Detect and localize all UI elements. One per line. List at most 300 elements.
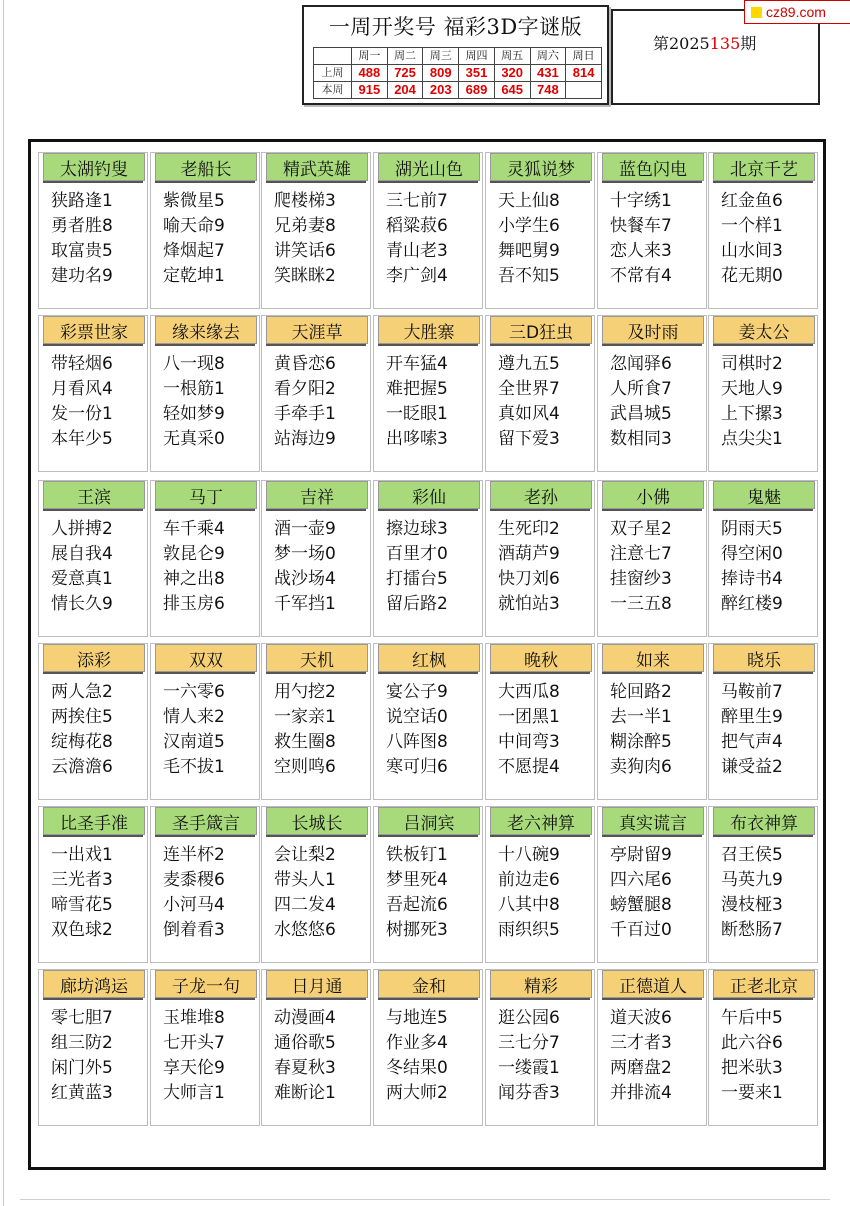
puzzle-grid-frame	[28, 139, 826, 1170]
puzzle-line: 倒着看3	[163, 920, 225, 940]
puzzle-card	[261, 152, 371, 309]
puzzle-card-title: 老六神算	[490, 807, 592, 835]
puzzle-line: 情长久9	[51, 594, 113, 614]
puzzle-line: 人所食7	[610, 379, 672, 399]
weekly-draw-panel	[302, 5, 609, 105]
puzzle-card	[373, 806, 483, 963]
puzzle-line: 召王侯5	[721, 845, 783, 865]
issue-number: 135	[709, 34, 741, 53]
puzzle-line-list	[498, 189, 592, 289]
puzzle-card	[38, 315, 148, 472]
puzzle-card	[38, 969, 148, 1126]
puzzle-card-title: 晓乐	[713, 644, 815, 672]
puzzle-card	[150, 480, 260, 637]
puzzle-line: 去一半1	[610, 707, 672, 727]
puzzle-card-title: 北京千艺	[713, 153, 815, 181]
puzzle-card-divider	[602, 509, 702, 511]
puzzle-line: 一团黑1	[498, 707, 560, 727]
puzzle-line: 十八碗9	[498, 845, 560, 865]
puzzle-card-title: 吕洞宾	[378, 807, 480, 835]
puzzle-line: 冬结果0	[386, 1058, 448, 1078]
puzzle-line-list	[51, 680, 145, 780]
puzzle-card-title: 添彩	[43, 644, 145, 672]
puzzle-line: 取富贵5	[51, 241, 113, 261]
puzzle-line-list	[386, 517, 480, 617]
puzzle-line: 前边走6	[498, 870, 560, 890]
puzzle-line: 啼雪花5	[51, 895, 113, 915]
puzzle-line: 一个样1	[721, 216, 783, 236]
puzzle-line: 糊涂醉5	[610, 732, 672, 752]
puzzle-card-title: 长城长	[266, 807, 368, 835]
puzzle-card	[597, 806, 707, 963]
puzzle-line: 寒可归6	[386, 757, 448, 777]
puzzle-card-title: 真实谎言	[602, 807, 704, 835]
puzzle-line-list	[610, 843, 704, 943]
puzzle-line-list	[163, 352, 257, 452]
puzzle-line: 闻芬香3	[498, 1083, 560, 1103]
draw-number: 203	[423, 82, 459, 99]
puzzle-card-divider	[266, 672, 366, 674]
puzzle-line-list	[163, 843, 257, 943]
puzzle-line: 留后路2	[386, 594, 448, 614]
puzzle-card-divider	[155, 672, 255, 674]
puzzle-card	[150, 643, 260, 800]
puzzle-line: 舞吧舅9	[498, 241, 560, 261]
draw-number: 748	[530, 82, 566, 99]
puzzle-line: 阴雨天5	[721, 519, 783, 539]
puzzle-line: 八阵图8	[386, 732, 448, 752]
puzzle-line: 难把握5	[386, 379, 448, 399]
puzzle-line-list	[721, 352, 815, 452]
puzzle-line: 玉堆堆8	[163, 1008, 225, 1028]
puzzle-line: 带头人1	[274, 870, 336, 890]
puzzle-line-list	[274, 1006, 368, 1106]
puzzle-line: 爬楼梯3	[274, 191, 336, 211]
row-label: 本周	[314, 82, 352, 99]
puzzle-line: 一根筋1	[163, 379, 225, 399]
puzzle-line: 会让梨2	[274, 845, 336, 865]
puzzle-card-divider	[155, 835, 255, 837]
puzzle-card	[373, 315, 483, 472]
puzzle-card-divider	[378, 509, 478, 511]
puzzle-card-title: 比圣手准	[43, 807, 145, 835]
puzzle-line: 勇者胜8	[51, 216, 113, 236]
puzzle-card	[708, 643, 818, 800]
puzzle-line: 麦黍稷6	[163, 870, 225, 890]
puzzle-line: 三才者3	[610, 1033, 672, 1053]
puzzle-line: 通俗歌5	[274, 1033, 336, 1053]
puzzle-card-divider	[713, 181, 813, 183]
puzzle-line: 千百过0	[610, 920, 672, 940]
puzzle-card-divider	[602, 344, 702, 346]
puzzle-line-list	[721, 517, 815, 617]
puzzle-line-list	[386, 1006, 480, 1106]
puzzle-line-list	[51, 843, 145, 943]
puzzle-card-divider	[490, 181, 590, 183]
puzzle-card	[485, 315, 595, 472]
puzzle-line: 敦昆仑9	[163, 544, 225, 564]
draw-number: 488	[352, 65, 388, 82]
puzzle-line: 青山老3	[386, 241, 448, 261]
puzzle-line: 救生圈8	[274, 732, 336, 752]
puzzle-line-list	[274, 843, 368, 943]
logo-text: cz89.com	[766, 4, 826, 20]
puzzle-card-title: 精武英雄	[266, 153, 368, 181]
puzzle-card-title: 日月通	[266, 970, 368, 998]
puzzle-card-divider	[602, 181, 702, 183]
puzzle-line: 站海边9	[274, 429, 336, 449]
puzzle-line: 汉南道5	[163, 732, 225, 752]
issue-label	[653, 31, 756, 54]
last-week-row	[314, 65, 602, 82]
page-bottom-rule	[20, 1199, 830, 1200]
puzzle-line: 无真采0	[163, 429, 225, 449]
puzzle-line-list	[721, 843, 815, 943]
puzzle-card-divider	[490, 509, 590, 511]
puzzle-line-list	[51, 352, 145, 452]
puzzle-line-list	[51, 189, 145, 289]
puzzle-line: 酒葫芦9	[498, 544, 560, 564]
puzzle-card-title: 太湖钓叟	[43, 153, 145, 181]
puzzle-line: 螃蟹腿8	[610, 895, 672, 915]
puzzle-line: 铁板钉1	[386, 845, 448, 865]
puzzle-line: 云澹澹6	[51, 757, 113, 777]
puzzle-card-title: 姜太公	[713, 316, 815, 344]
puzzle-line: 建功名9	[51, 266, 113, 286]
puzzle-line-list	[498, 680, 592, 780]
puzzle-line: 零七胆7	[51, 1008, 113, 1028]
puzzle-card	[261, 315, 371, 472]
puzzle-line: 三七前7	[386, 191, 448, 211]
draw-number: 431	[530, 65, 566, 82]
puzzle-line: 快餐车7	[610, 216, 672, 236]
puzzle-line: 四二发4	[274, 895, 336, 915]
puzzle-card-divider	[155, 509, 255, 511]
puzzle-line: 午后中5	[721, 1008, 783, 1028]
puzzle-card-title: 大胜寨	[378, 316, 480, 344]
puzzle-line: 组三防2	[51, 1033, 113, 1053]
puzzle-card-title: 灵狐说梦	[490, 153, 592, 181]
puzzle-card-divider	[155, 344, 255, 346]
puzzle-line-list	[163, 517, 257, 617]
puzzle-line: 与地连5	[386, 1008, 448, 1028]
puzzle-line: 兄弟妻8	[274, 216, 336, 236]
puzzle-line: 排玉房6	[163, 594, 225, 614]
puzzle-line: 全世界7	[498, 379, 560, 399]
puzzle-card-title: 彩票世家	[43, 316, 145, 344]
puzzle-card	[708, 480, 818, 637]
puzzle-card-divider	[713, 672, 813, 674]
puzzle-line: 发一份1	[51, 404, 113, 424]
puzzle-line: 遵九五5	[498, 354, 560, 374]
puzzle-card-title: 鬼魅	[713, 481, 815, 509]
puzzle-line: 一三五8	[610, 594, 672, 614]
puzzle-line: 两磨盘2	[610, 1058, 672, 1078]
puzzle-card-divider	[490, 672, 590, 674]
puzzle-line: 出哆嗦3	[386, 429, 448, 449]
puzzle-line: 卖狗肉6	[610, 757, 672, 777]
draw-table	[313, 47, 602, 99]
puzzle-line: 用勺挖2	[274, 682, 336, 702]
draw-number: 809	[423, 65, 459, 82]
issue-prefix: 第2025	[653, 34, 710, 53]
puzzle-card	[373, 969, 483, 1126]
puzzle-line: 闲门外5	[51, 1058, 113, 1078]
puzzle-line: 轻如梦9	[163, 404, 225, 424]
puzzle-card	[597, 480, 707, 637]
puzzle-line: 两大师2	[386, 1083, 448, 1103]
puzzle-line: 十字绣1	[610, 191, 672, 211]
puzzle-line: 月看风4	[51, 379, 113, 399]
puzzle-line: 红金鱼6	[721, 191, 783, 211]
puzzle-line: 讲笑话6	[274, 241, 336, 261]
puzzle-card	[373, 643, 483, 800]
puzzle-line: 笑眯眯2	[274, 266, 336, 286]
puzzle-card-title: 如来	[602, 644, 704, 672]
puzzle-line-list	[610, 517, 704, 617]
puzzle-line: 难断论1	[274, 1083, 336, 1103]
puzzle-line: 说空话0	[386, 707, 448, 727]
puzzle-line-list	[51, 517, 145, 617]
draw-number: 204	[387, 82, 423, 99]
puzzle-line-list	[610, 189, 704, 289]
puzzle-card-divider	[490, 998, 590, 1000]
draw-number: 351	[459, 65, 495, 82]
draw-table-header-row	[314, 48, 602, 65]
puzzle-line: 开车猛4	[386, 354, 448, 374]
puzzle-card	[150, 315, 260, 472]
puzzle-line-list	[274, 352, 368, 452]
puzzle-line: 宴公子9	[386, 682, 448, 702]
puzzle-line: 千军挡1	[274, 594, 336, 614]
puzzle-line: 空则鸣6	[274, 757, 336, 777]
puzzle-line: 八一现8	[163, 354, 225, 374]
puzzle-card-title: 子龙一句	[155, 970, 257, 998]
puzzle-line: 连半杯2	[163, 845, 225, 865]
puzzle-line: 烽烟起7	[163, 241, 225, 261]
puzzle-line-list	[610, 1006, 704, 1106]
puzzle-line: 情人来2	[163, 707, 225, 727]
puzzle-line: 本年少5	[51, 429, 113, 449]
puzzle-line: 吾不知5	[498, 266, 560, 286]
puzzle-line: 漫枝桠3	[721, 895, 783, 915]
puzzle-card-title: 吉祥	[266, 481, 368, 509]
puzzle-line: 把气声4	[721, 732, 783, 752]
puzzle-card-divider	[713, 344, 813, 346]
puzzle-card-divider	[490, 344, 590, 346]
puzzle-card	[597, 643, 707, 800]
puzzle-card-title: 彩仙	[378, 481, 480, 509]
puzzle-card-divider	[713, 835, 813, 837]
puzzle-line: 吾起流6	[386, 895, 448, 915]
puzzle-line: 逛公园6	[498, 1008, 560, 1028]
puzzle-line-list	[721, 1006, 815, 1106]
puzzle-line: 挂窗纱3	[610, 569, 672, 589]
puzzle-card-divider	[266, 509, 366, 511]
puzzle-card	[708, 315, 818, 472]
puzzle-line: 并排流4	[610, 1083, 672, 1103]
puzzle-card-title: 晚秋	[490, 644, 592, 672]
puzzle-card	[708, 152, 818, 309]
puzzle-card-divider	[266, 998, 366, 1000]
puzzle-line: 树挪死3	[386, 920, 448, 940]
puzzle-line: 马鞍前7	[721, 682, 783, 702]
puzzle-line: 得空闲0	[721, 544, 783, 564]
puzzle-line: 注意七7	[610, 544, 672, 564]
puzzle-card-divider	[43, 672, 143, 674]
puzzle-line-list	[498, 1006, 592, 1106]
puzzle-card-title: 圣手箴言	[155, 807, 257, 835]
puzzle-card-divider	[378, 672, 478, 674]
puzzle-line: 看夕阳2	[274, 379, 336, 399]
corner-cell	[314, 48, 352, 65]
this-week-row	[314, 82, 602, 99]
puzzle-card	[38, 480, 148, 637]
day-header: 周三	[423, 48, 459, 65]
puzzle-line: 一六零6	[163, 682, 225, 702]
puzzle-line: 小河马4	[163, 895, 225, 915]
puzzle-card-divider	[378, 835, 478, 837]
puzzle-line: 武昌城5	[610, 404, 672, 424]
puzzle-line-list	[163, 1006, 257, 1106]
puzzle-line: 大西瓜8	[498, 682, 560, 702]
puzzle-line: 生死印2	[498, 519, 560, 539]
puzzle-line: 捧诗书4	[721, 569, 783, 589]
puzzle-line-list	[163, 680, 257, 780]
puzzle-line: 李广剑4	[386, 266, 448, 286]
puzzle-line: 天上仙8	[498, 191, 560, 211]
puzzle-line: 四六尾6	[610, 870, 672, 890]
puzzle-line: 山水间3	[721, 241, 783, 261]
puzzle-line: 此六谷6	[721, 1033, 783, 1053]
puzzle-card-divider	[602, 835, 702, 837]
issue-suffix: 期	[740, 34, 757, 53]
puzzle-line: 上下摞3	[721, 404, 783, 424]
puzzle-card-divider	[378, 998, 478, 1000]
puzzle-line: 醉里生9	[721, 707, 783, 727]
page-title: 一周开奖号 福彩3D字谜版	[328, 15, 583, 39]
puzzle-line: 手牵手1	[274, 404, 336, 424]
puzzle-line: 爱意真1	[51, 569, 113, 589]
puzzle-line: 一家亲1	[274, 707, 336, 727]
puzzle-line: 紫微星5	[163, 191, 225, 211]
puzzle-line: 战沙场4	[274, 569, 336, 589]
puzzle-line: 梦里死4	[386, 870, 448, 890]
puzzle-line: 春夏秋3	[274, 1058, 336, 1078]
puzzle-card-title: 正德道人	[602, 970, 704, 998]
puzzle-line: 留下爱3	[498, 429, 560, 449]
puzzle-card-divider	[713, 509, 813, 511]
puzzle-card-title: 三D狂虫	[490, 316, 592, 344]
puzzle-card	[708, 969, 818, 1126]
puzzle-line-list	[721, 189, 815, 289]
puzzle-line: 恋人来3	[610, 241, 672, 261]
puzzle-card-title: 红枫	[378, 644, 480, 672]
puzzle-line: 双子星2	[610, 519, 672, 539]
puzzle-card	[485, 969, 595, 1126]
puzzle-card	[485, 806, 595, 963]
draw-number: 689	[459, 82, 495, 99]
puzzle-line-list	[386, 189, 480, 289]
puzzle-line: 道天波6	[610, 1008, 672, 1028]
puzzle-card-divider	[490, 835, 590, 837]
puzzle-card-title: 老船长	[155, 153, 257, 181]
puzzle-line-list	[721, 680, 815, 780]
puzzle-card-divider	[43, 835, 143, 837]
puzzle-line: 数相同3	[610, 429, 672, 449]
puzzle-card-title: 湖光山色	[378, 153, 480, 181]
puzzle-line-list	[386, 843, 480, 943]
site-logo[interactable]	[744, 0, 850, 24]
puzzle-line: 一出戏1	[51, 845, 113, 865]
puzzle-line: 两人急2	[51, 682, 113, 702]
puzzle-card-divider	[378, 181, 478, 183]
puzzle-line: 作业多4	[386, 1033, 448, 1053]
puzzle-card-divider	[43, 344, 143, 346]
puzzle-line: 不愿提4	[498, 757, 560, 777]
puzzle-card-divider	[378, 344, 478, 346]
puzzle-line: 毛不拔1	[163, 757, 225, 777]
puzzle-line: 三七分7	[498, 1033, 560, 1053]
puzzle-card	[150, 152, 260, 309]
puzzle-line: 忽闻驿6	[610, 354, 672, 374]
puzzle-line: 双色球2	[51, 920, 113, 940]
puzzle-card	[373, 152, 483, 309]
puzzle-line: 醉红楼9	[721, 594, 783, 614]
puzzle-card-divider	[602, 998, 702, 1000]
puzzle-card-divider	[602, 672, 702, 674]
puzzle-line: 大师言1	[163, 1083, 225, 1103]
puzzle-line: 司棋时2	[721, 354, 783, 374]
puzzle-card-title: 小佛	[602, 481, 704, 509]
logo-square-icon	[751, 7, 762, 18]
puzzle-line: 两挨住5	[51, 707, 113, 727]
puzzle-line: 绽梅花8	[51, 732, 113, 752]
draw-number: 915	[352, 82, 388, 99]
puzzle-card	[261, 480, 371, 637]
day-header: 周一	[352, 48, 388, 65]
puzzle-card-title: 精彩	[490, 970, 592, 998]
puzzle-card-title: 蓝色闪电	[602, 153, 704, 181]
puzzle-card-title: 马丁	[155, 481, 257, 509]
puzzle-card	[261, 643, 371, 800]
puzzle-line: 车千乘4	[163, 519, 225, 539]
puzzle-card-title: 金和	[378, 970, 480, 998]
day-header: 周四	[459, 48, 495, 65]
puzzle-line: 中间弯3	[498, 732, 560, 752]
puzzle-line: 红黄蓝3	[51, 1083, 113, 1103]
puzzle-card-divider	[155, 998, 255, 1000]
puzzle-card	[150, 969, 260, 1126]
puzzle-line: 定乾坤1	[163, 266, 225, 286]
puzzle-card	[261, 806, 371, 963]
puzzle-line: 马英九9	[721, 870, 783, 890]
puzzle-line: 三光者3	[51, 870, 113, 890]
puzzle-line: 打擂台5	[386, 569, 448, 589]
puzzle-line: 人拼搏2	[51, 519, 113, 539]
day-header: 周日	[566, 48, 602, 65]
puzzle-line: 花无期0	[721, 266, 783, 286]
puzzle-line: 轮回路2	[610, 682, 672, 702]
puzzle-card-title: 老孙	[490, 481, 592, 509]
puzzle-card-divider	[266, 344, 366, 346]
puzzle-line: 擦边球3	[386, 519, 448, 539]
puzzle-line: 就怕站3	[498, 594, 560, 614]
puzzle-card	[485, 643, 595, 800]
puzzle-card-divider	[266, 835, 366, 837]
puzzle-line-list	[498, 352, 592, 452]
puzzle-card-title: 天机	[266, 644, 368, 672]
